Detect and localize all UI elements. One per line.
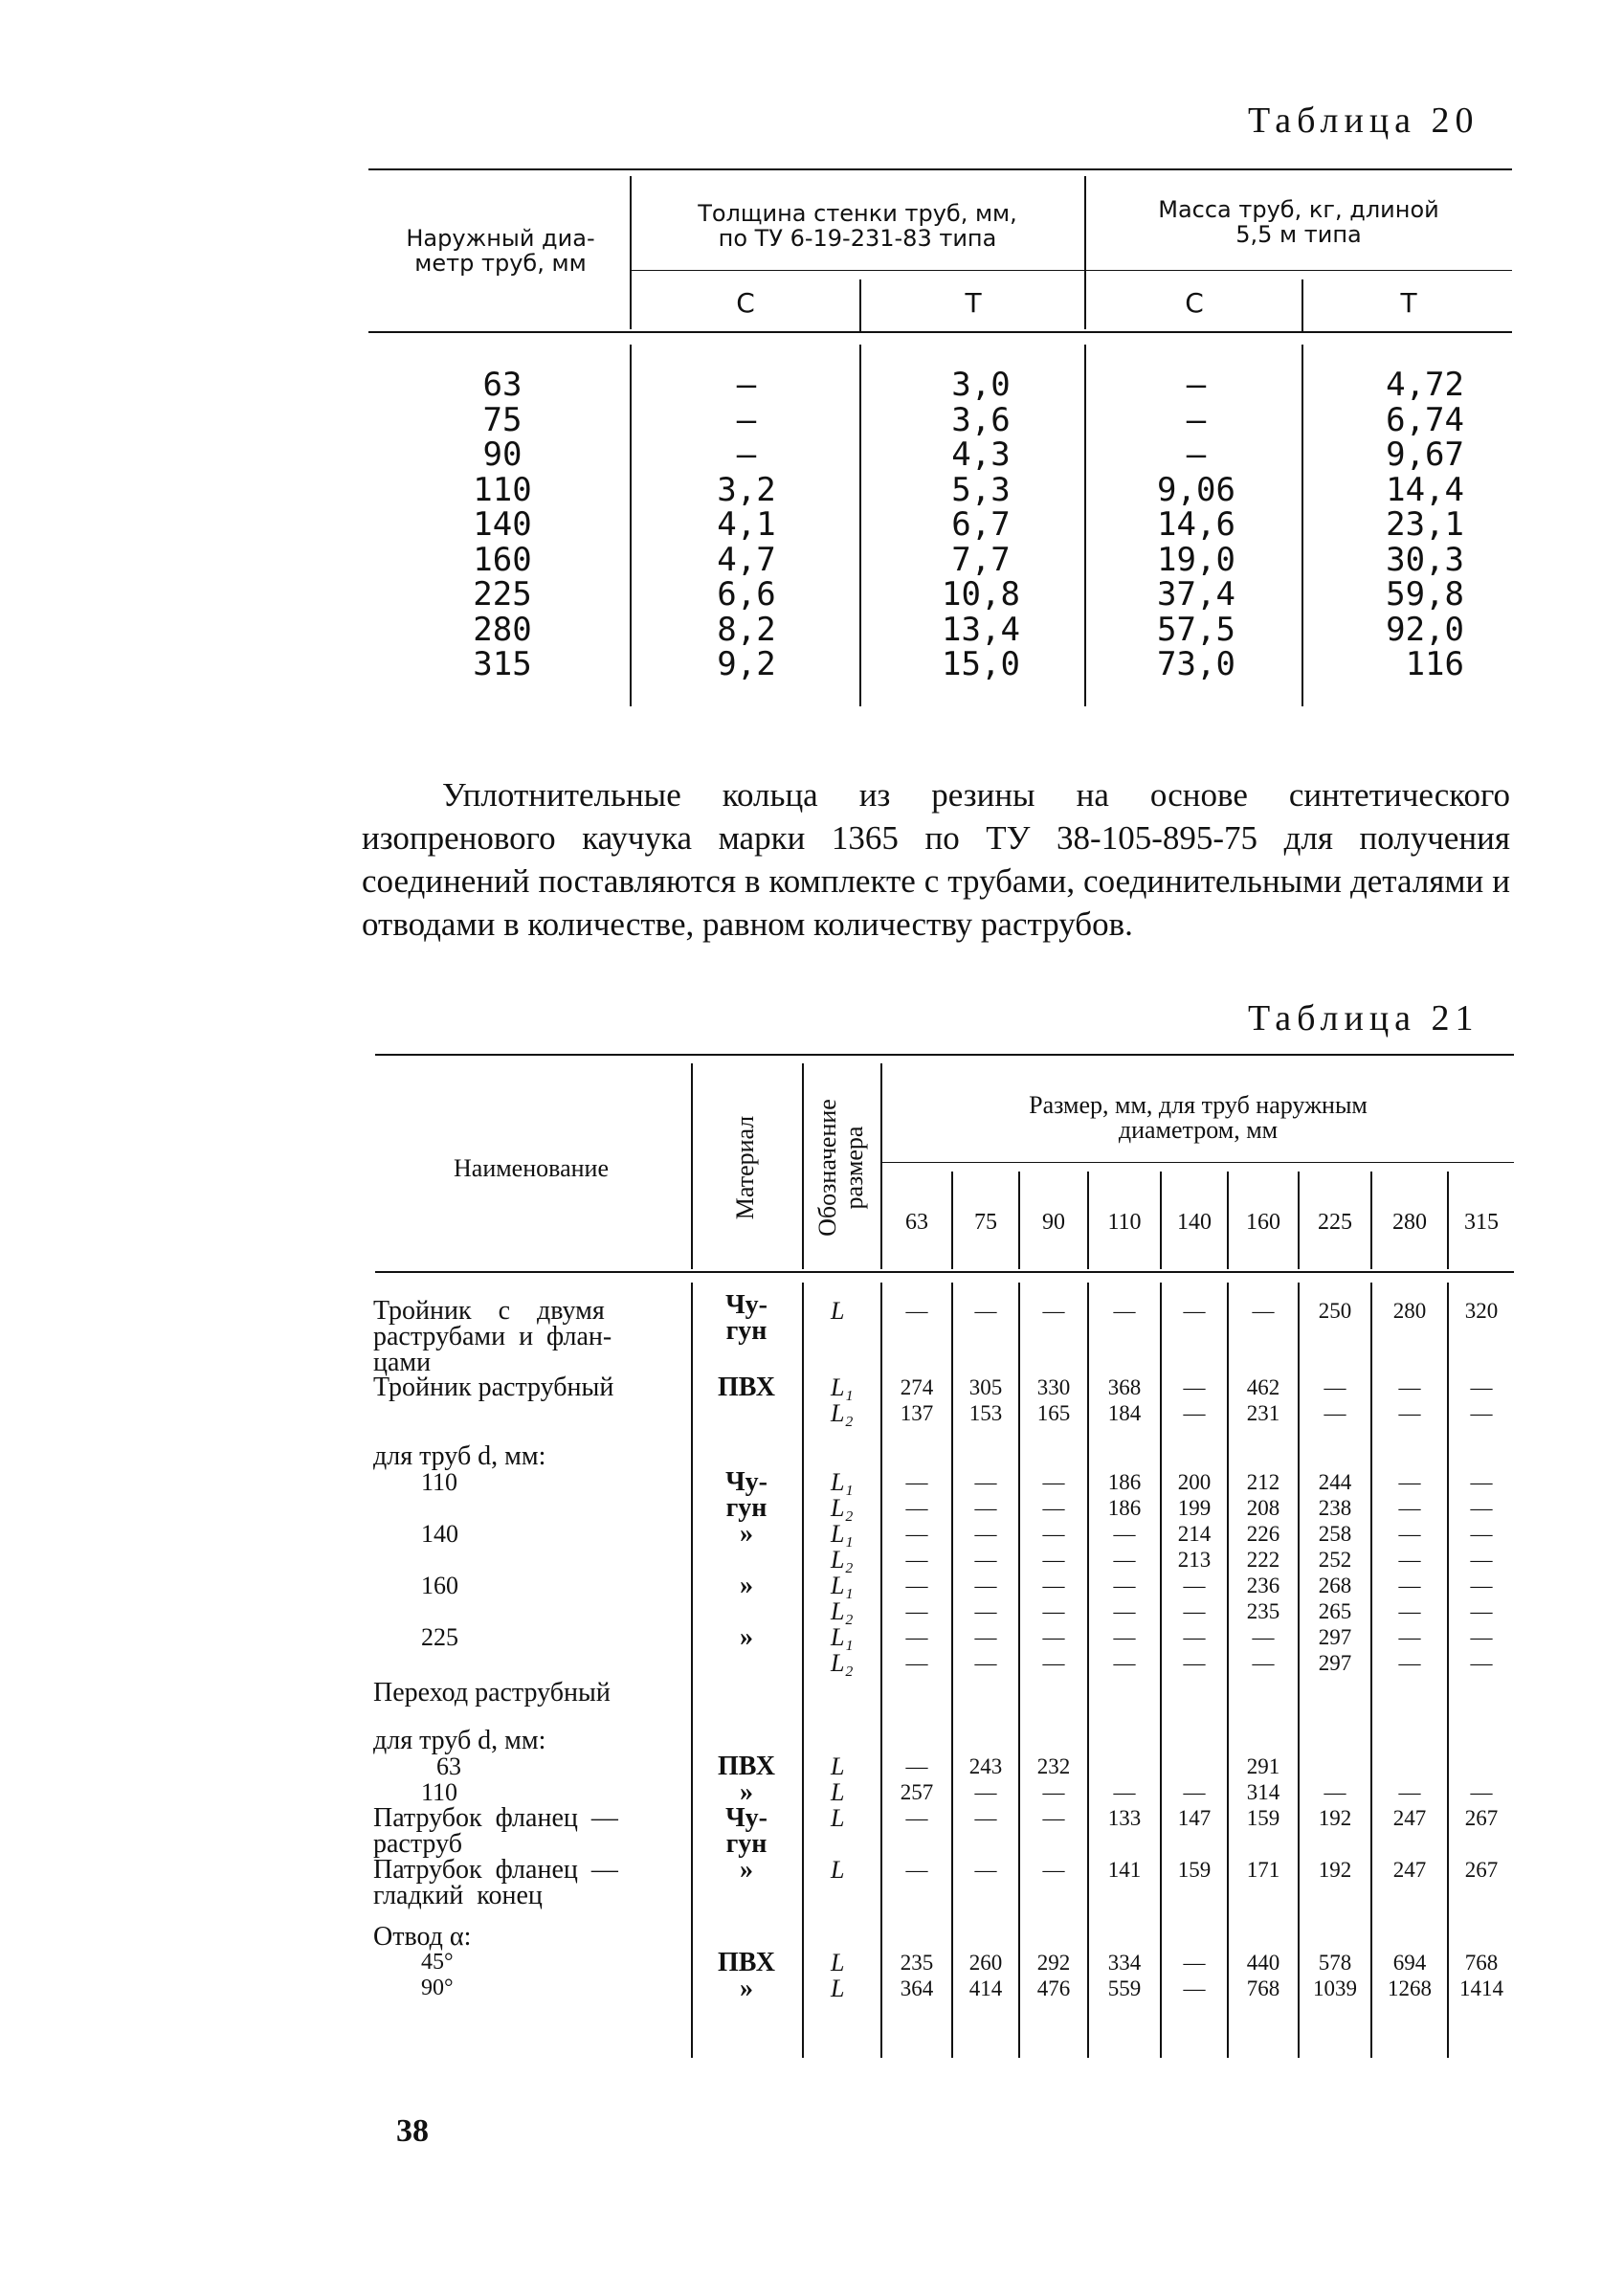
value-cell: 305 153 [968, 1375, 1003, 1425]
material-cell: Чу- гун [725, 1467, 768, 1523]
material-cell: ПВХ [718, 1752, 775, 1781]
table-20-col-thickness-c: — — — 3,2 4,1 4,7 6,6 8,2 9,2 [717, 366, 776, 683]
value-cell: 260 414 [968, 1951, 1003, 2000]
value-cell: — 247 [1392, 1780, 1427, 1830]
value-cell: — — [1398, 1375, 1421, 1425]
row-bend: Отвод α: [373, 1922, 472, 1952]
table-20-top-rule [368, 168, 1512, 170]
table-21-header-d280: 280 [1392, 1210, 1427, 1235]
designation-cell: L₁ L₂ L₁ L₂ L₁ L₂ L₁ L₂ [831, 1468, 854, 1677]
value-cell: 232 — — [1036, 1754, 1071, 1830]
value-cell: 578 1039 [1313, 1951, 1357, 2000]
table-20-header-diameter: Наружный диа- метр труб, мм [406, 225, 595, 277]
table-20-title: Таблица 20 [1248, 100, 1479, 141]
table-20-header-rule [368, 331, 1512, 333]
value-cell: 320 [1464, 1299, 1499, 1323]
table-21-vline [802, 1283, 804, 2058]
value-cell: 280 [1392, 1299, 1427, 1323]
value-cell: — — — — — — — — [974, 1470, 997, 1675]
value-cell: 462 231 [1246, 1375, 1280, 1425]
designation-cell: L [831, 1856, 845, 1884]
page-number: 38 [396, 2113, 429, 2149]
value-cell: 694 1268 [1388, 1951, 1432, 2000]
value-cell: — [1042, 1858, 1065, 1882]
value-cell: 243 — — [968, 1754, 1003, 1830]
value-cell: 250 [1318, 1299, 1352, 1323]
value-cell: 334 559 [1107, 1951, 1142, 2000]
value-cell: — [905, 1299, 928, 1323]
value-cell: — — — — — — — — [1042, 1470, 1065, 1675]
row-d110: 110 [421, 1468, 458, 1496]
material-cell: » [740, 1974, 753, 2003]
table-21-header-d140: 140 [1177, 1210, 1212, 1235]
row-d225: 225 [421, 1623, 458, 1651]
table-21-header-d110: 110 [1107, 1210, 1142, 1235]
row-d160: 160 [421, 1572, 458, 1599]
table-20-col-thickness-t: 3,0 3,6 4,3 5,3 6,7 7,7 10,8 13,4 15,0 [942, 366, 1020, 683]
value-cell: 235 364 [900, 1951, 934, 2000]
value-cell: — — [1470, 1375, 1493, 1425]
value-cell: — [905, 1858, 928, 1882]
table-20-vline [859, 345, 861, 706]
table-20-vline [1301, 279, 1303, 331]
row-nipple-plain: Патрубок фланец — гладкий конец [373, 1855, 618, 1910]
table-20-vline [630, 176, 632, 329]
value-cell: 292 476 [1036, 1951, 1071, 2000]
table-20-type-c: С [1185, 287, 1204, 319]
value-cell: 274 137 [900, 1375, 934, 1425]
value-cell: 267 [1464, 1858, 1499, 1882]
table-20-vline [859, 279, 861, 331]
table-21-vline [880, 1063, 882, 1269]
designation-cell: L₁ L₂ [831, 1373, 854, 1427]
table-21-header-d63: 63 [905, 1210, 928, 1235]
table-21-header-designation: Обозначение размера [813, 1099, 868, 1237]
material-cell: » [740, 1777, 753, 1807]
material-cell: Чу- гун [725, 1803, 768, 1859]
table-20-type-c: С [736, 287, 755, 319]
value-cell: — — — — — — — — [1398, 1470, 1421, 1675]
row-d63: 63 [436, 1752, 461, 1780]
designation-cell: L [831, 1297, 845, 1325]
value-cell: — [974, 1858, 997, 1882]
row-d110: 110 [421, 1778, 458, 1806]
row-nipple-socket: Патрубок фланец — раструб [373, 1803, 618, 1859]
value-cell: — — — — — — — — [1470, 1470, 1493, 1675]
table-21-header-d160: 160 [1246, 1210, 1280, 1235]
value-cell: — 147 [1177, 1780, 1212, 1830]
table-21-header-name: Наименование [454, 1154, 609, 1182]
row-for-pipes-label: для труб d, мм: [373, 1441, 546, 1471]
designation-cell: L L [831, 1949, 845, 2002]
value-cell: 192 [1318, 1858, 1352, 1882]
table-21-header-rule [375, 1271, 1514, 1273]
row-tee-socket: Тройник раструбный [373, 1373, 614, 1402]
table-21-title: Таблица 21 [1248, 998, 1479, 1038]
material-cell: ПВХ [718, 1948, 775, 1977]
row-d140: 140 [421, 1520, 458, 1548]
table-20-header-thickness: Толщина стенки труб, мм, по ТУ 6-19-231-83 типа [698, 200, 1017, 252]
value-cell: 186 186 — — — — — — [1107, 1470, 1142, 1675]
material-cell: » [740, 1622, 753, 1652]
material-cell: » [740, 1519, 753, 1549]
table-21-vline [691, 1283, 693, 2058]
table-20-header-mass: Масса труб, кг, длиной 5,5 м типа [1158, 196, 1439, 248]
value-cell: — 192 [1318, 1780, 1352, 1830]
material-cell: ПВХ [718, 1373, 775, 1402]
value-cell: — [974, 1299, 997, 1323]
value-cell: — 133 [1107, 1780, 1142, 1830]
table-20-col-mass-c: — — — 9,06 14,6 19,0 37,4 57,5 73,0 [1157, 366, 1235, 683]
value-cell: 244 238 258 252 268 265 297 297 [1318, 1470, 1352, 1675]
value-cell: — [1042, 1299, 1065, 1323]
value-cell: — [1252, 1299, 1275, 1323]
table-20-vline [1084, 176, 1086, 329]
table-21-vline [691, 1063, 693, 1269]
table-21-header-d90: 90 [1042, 1210, 1065, 1235]
row-angle-45: 45° [421, 1950, 454, 1975]
row-angle-90: 90° [421, 1976, 454, 2000]
material-cell: Чу- гун [725, 1290, 768, 1346]
table-21-header-material: Материал [731, 1115, 759, 1220]
value-cell: 440 768 [1246, 1951, 1280, 2000]
material-cell: » [740, 1571, 753, 1600]
table-20-col-diameter: 63 75 90 110 140 160 225 280 315 [473, 366, 532, 683]
value-cell: — 267 [1464, 1780, 1499, 1830]
value-cell: — — [1183, 1375, 1206, 1425]
value-cell: — — [1324, 1375, 1346, 1425]
table-20-type-t: Т [1400, 287, 1417, 319]
value-cell: — — [1183, 1951, 1206, 2000]
table-20-col-mass-t: 4,72 6,74 9,67 14,4 23,1 30,3 59,8 92,0 116 [1386, 366, 1464, 683]
table-20-vline [1301, 345, 1303, 706]
value-cell: 247 [1392, 1858, 1427, 1882]
value-cell: 768 1414 [1459, 1951, 1503, 2000]
value-cell: — [1113, 1299, 1136, 1323]
body-paragraph: Уплотнительные кольца из резины на основе синтетического изопренового каучука марки 1365 по ТУ 38-105-895-75 для получения соединений поставляются в комплекте с трубами, соединительными деталями и отводами в количестве, равном количеству раструбов. [362, 776, 1510, 943]
table-20-type-t: Т [965, 287, 982, 319]
table-21-vline [802, 1063, 804, 1269]
value-cell: 159 [1177, 1858, 1212, 1882]
table-21-header-d75: 75 [974, 1210, 997, 1235]
table-21-header-size: Размер, мм, для труб наружным диаметром, мм [1029, 1091, 1368, 1144]
value-cell: — [1183, 1299, 1206, 1323]
value-cell: 291 314 159 [1246, 1754, 1280, 1830]
value-cell: 368 184 [1107, 1375, 1142, 1425]
designation-cell: L L L [831, 1752, 845, 1832]
table-20-subheader-rule [630, 270, 1512, 271]
value-cell: — 257 — [900, 1754, 934, 1830]
table-21-subheader-rule [882, 1162, 1514, 1163]
row-transition: Переход раструбный [373, 1678, 611, 1708]
row-for-pipes-label: для труб d, мм: [373, 1726, 546, 1755]
value-cell: 141 [1107, 1858, 1142, 1882]
value-cell: — — — — — — — — [905, 1470, 928, 1675]
value-cell: 212 208 226 222 236 235 — — [1246, 1470, 1280, 1675]
table-21-top-rule [375, 1054, 1514, 1056]
material-cell: » [740, 1855, 753, 1885]
value-cell: 171 [1246, 1858, 1280, 1882]
table-21-header-d315: 315 [1464, 1210, 1499, 1235]
row-tee-flange: Тройник с двумя раструбами и флан- цами [373, 1296, 612, 1377]
table-20-vline [1084, 345, 1086, 706]
table-21-header-d225: 225 [1318, 1210, 1352, 1235]
value-cell: 330 165 [1036, 1375, 1071, 1425]
table-20-vline [630, 345, 632, 706]
value-cell: 200 199 214 213 — — — — [1177, 1470, 1212, 1675]
